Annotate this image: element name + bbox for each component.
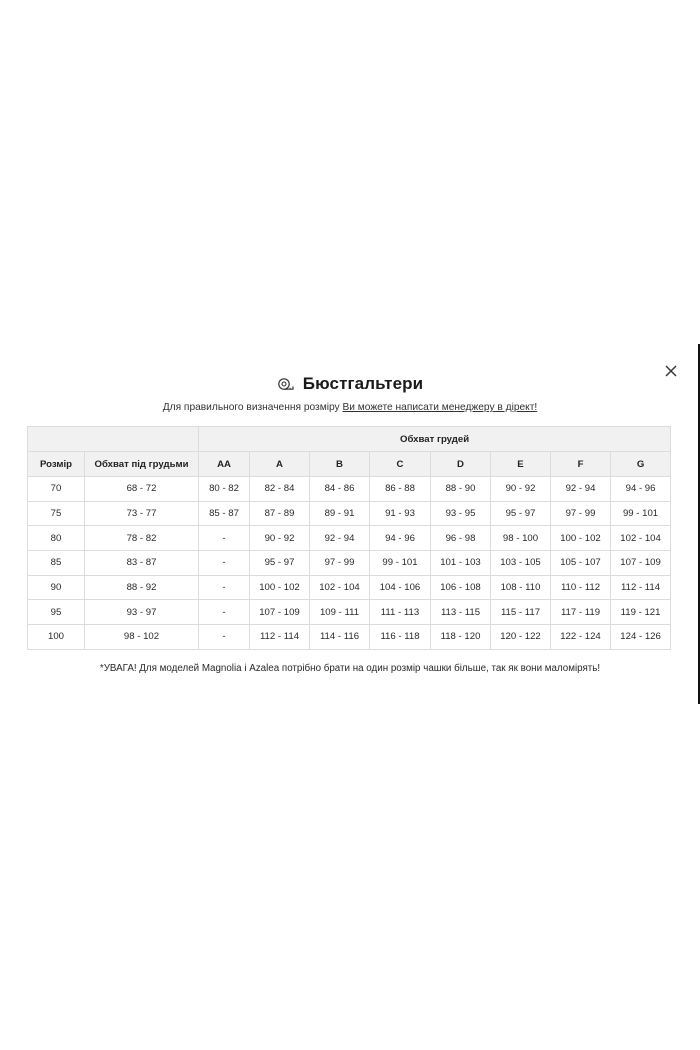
bust-cell: 92 - 94 [551,477,611,502]
col-header-cup: G [611,452,671,477]
bust-cell: 94 - 96 [611,477,671,502]
bust-cell: 115 - 117 [491,600,551,625]
bust-cell: 87 - 89 [250,501,310,526]
bust-cell: 94 - 96 [370,526,431,551]
bust-cell: 118 - 120 [431,625,491,650]
bust-cell: 113 - 115 [431,600,491,625]
modal-header [0,372,700,396]
bust-cell: 95 - 97 [491,501,551,526]
bust-cell: 120 - 122 [491,625,551,650]
bust-cell: 101 - 103 [431,551,491,576]
table-row [28,575,671,600]
table-row [28,501,671,526]
bust-cell: - [199,600,250,625]
bust-cell: 124 - 126 [611,625,671,650]
col-header-cup: B [310,452,370,477]
bust-cell: 86 - 88 [370,477,431,502]
bust-cell: 112 - 114 [250,625,310,650]
bust-cell: 85 - 87 [199,501,250,526]
col-header-cup: E [491,452,551,477]
bust-cell: 104 - 106 [370,575,431,600]
col-header-cup: AA [199,452,250,477]
subtitle-text: Для правильного визначення розміру [162,402,340,413]
bust-cell: 93 - 95 [431,501,491,526]
bust-cell: 97 - 99 [310,551,370,576]
size-cell: 70 [28,477,85,502]
bust-cell: 91 - 93 [370,501,431,526]
bust-group-header: Обхват грудей [199,427,671,452]
table-header-group-row [28,427,671,452]
measuring-tape-icon [277,375,295,393]
underbust-cell: 73 - 77 [85,501,199,526]
bust-cell: 122 - 124 [551,625,611,650]
bust-cell: - [199,551,250,576]
bust-cell: 90 - 92 [250,526,310,551]
col-header-cup: A [250,452,310,477]
bust-cell: 98 - 100 [491,526,551,551]
direct-message-link[interactable]: Ви можете написати менеджеру в дірект! [342,402,538,413]
bust-cell: 107 - 109 [611,551,671,576]
table-header-row [28,452,671,477]
col-header-cup: D [431,452,491,477]
bust-cell: 92 - 94 [310,526,370,551]
size-cell: 85 [28,551,85,576]
bust-cell: 109 - 111 [310,600,370,625]
col-header-cup: C [370,452,431,477]
bust-cell: 116 - 118 [370,625,431,650]
bust-cell: 111 - 113 [370,600,431,625]
bust-cell: 110 - 112 [551,575,611,600]
bust-cell: 82 - 84 [250,477,310,502]
bust-cell: 108 - 110 [491,575,551,600]
bust-cell: 112 - 114 [611,575,671,600]
bust-cell: 102 - 104 [611,526,671,551]
size-cell: 100 [28,625,85,650]
table-row [28,600,671,625]
bust-cell: 97 - 99 [551,501,611,526]
table-row [28,477,671,502]
subtitle [0,402,700,413]
bust-cell: 100 - 102 [551,526,611,551]
table-row [28,551,671,576]
bust-cell: 103 - 105 [491,551,551,576]
col-header-underbust: Обхват під грудьми [85,452,199,477]
table-body [28,477,671,650]
table-row [28,625,671,650]
size-cell: 75 [28,501,85,526]
bust-cell: 119 - 121 [611,600,671,625]
col-header-cup: F [551,452,611,477]
bust-cell: 90 - 92 [491,477,551,502]
bust-cell: 96 - 98 [431,526,491,551]
underbust-cell: 78 - 82 [85,526,199,551]
warning-note: *УВАГА! Для моделей Magnolia і Azalea потрібно брати на один розмір чашки більше, так як вони маломірять! [99,663,601,674]
table-header-empty [28,427,199,452]
bust-cell: 84 - 86 [310,477,370,502]
bust-cell: 106 - 108 [431,575,491,600]
col-header-size: Розмір [28,452,85,477]
underbust-cell: 98 - 102 [85,625,199,650]
size-cell: 90 [28,575,85,600]
bust-cell: 80 - 82 [199,477,250,502]
underbust-cell: 88 - 92 [85,575,199,600]
underbust-cell: 93 - 97 [85,600,199,625]
bust-cell: 105 - 107 [551,551,611,576]
bust-cell: 89 - 91 [310,501,370,526]
bust-cell: - [199,575,250,600]
bust-cell: 100 - 102 [250,575,310,600]
size-table [27,426,671,650]
bust-cell: 114 - 116 [310,625,370,650]
page-title: Бюстгальтери [302,374,424,393]
table-row [28,526,671,551]
size-cell: 95 [28,600,85,625]
bust-cell: 88 - 90 [431,477,491,502]
bust-cell: - [199,526,250,551]
bust-cell: - [199,625,250,650]
bust-cell: 99 - 101 [370,551,431,576]
bust-cell: 117 - 119 [551,600,611,625]
underbust-cell: 83 - 87 [85,551,199,576]
underbust-cell: 68 - 72 [85,477,199,502]
bust-cell: 99 - 101 [611,501,671,526]
size-cell: 80 [28,526,85,551]
bust-cell: 95 - 97 [250,551,310,576]
bust-cell: 102 - 104 [310,575,370,600]
bust-cell: 107 - 109 [250,600,310,625]
